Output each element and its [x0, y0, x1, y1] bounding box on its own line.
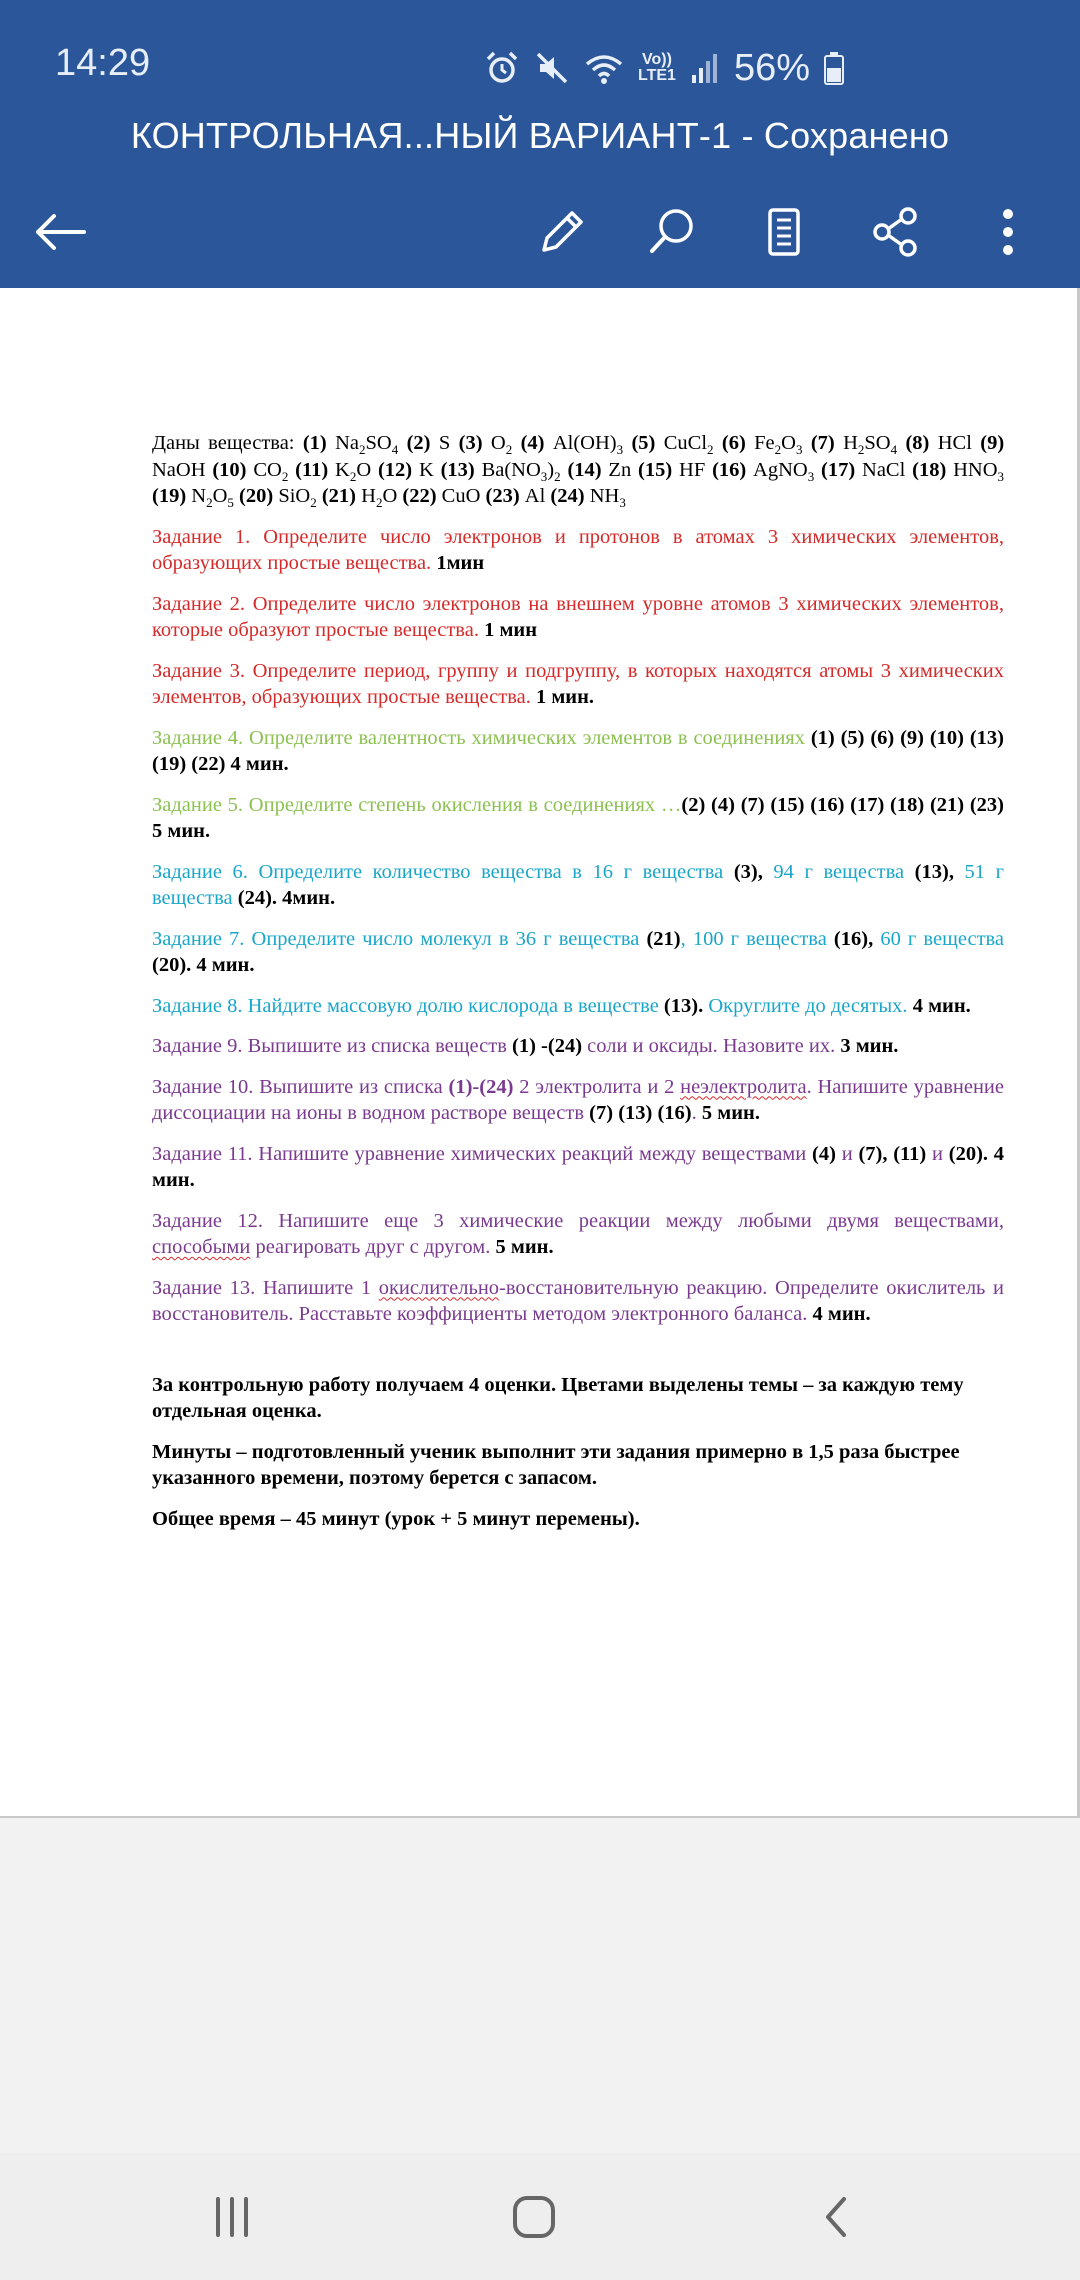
task-text: .	[691, 1102, 697, 1124]
task-ref: (20). 4 мин.	[152, 954, 255, 976]
reading-mode-icon	[762, 204, 806, 260]
home-icon	[510, 2193, 558, 2241]
nav-back-button[interactable]	[798, 2179, 874, 2255]
task-text: -восстановительную реакцию. Определите окислитель и восстановитель. Расставьте коэффициенты методом электронного баланса.	[152, 1276, 1004, 1325]
task-time: 5 мин.	[495, 1236, 554, 1258]
substance-item: (6) $Fe_2O_3$	[721, 432, 803, 458]
substance-number: (19)	[152, 485, 192, 507]
substance-item: (3) $O_2$	[458, 432, 513, 458]
substance-item: (7) $H_2SO_4$	[810, 432, 898, 458]
task-refs: (2) (4) (7) (15) (16) (17) (18) (21) (23) 5 мин.	[152, 793, 1004, 842]
substance-number: (5)	[631, 432, 664, 454]
task-text: Задание 5. Определите степень окисления в соединениях …	[152, 793, 682, 816]
back-button[interactable]	[24, 196, 96, 268]
substance-item: (21) $H_2O$	[321, 485, 398, 511]
lte-bottom-label: LTE1	[638, 67, 676, 84]
substance-number: (17)	[821, 458, 863, 481]
battery-icon	[824, 51, 844, 85]
task-text: 60 г вещества	[880, 927, 1005, 950]
task-1	[152, 524, 1004, 577]
task-time: 1мин	[436, 552, 485, 574]
share-button[interactable]	[860, 196, 932, 268]
task-6	[152, 859, 1004, 912]
mute-icon	[534, 50, 570, 86]
note-total-time: Общее время – 45 минут (урок + 5 минут перемены).	[152, 1507, 640, 1530]
document-page[interactable]	[0, 288, 1080, 1818]
substance-number: (11)	[295, 458, 335, 481]
substance-item: (10) $CO_2$	[212, 458, 289, 484]
substance-number: (21)	[321, 485, 362, 507]
task-ref: (20). 4 мин.	[152, 1142, 1005, 1191]
substance-number: (24)	[550, 485, 590, 507]
task-12	[152, 1208, 1004, 1261]
substances-label: Даны вещества:	[152, 432, 295, 454]
lte-top-label: Vo))	[642, 51, 672, 68]
share-icon	[868, 204, 924, 260]
task-ref: (13),	[914, 860, 954, 883]
document-title[interactable]: КОНТРОЛЬНАЯ...НЫЙ ВАРИАНТ-1 - Сохранено	[130, 115, 950, 156]
search-icon	[644, 204, 700, 260]
task-3	[152, 658, 1004, 711]
task-text: Задание 9. Выпишите из списка веществ	[152, 1035, 507, 1057]
alarm-icon	[484, 50, 520, 86]
task-time: 1 мин	[484, 619, 538, 641]
recent-apps-button[interactable]	[194, 2179, 270, 2255]
substance-number: (10)	[212, 458, 254, 481]
task-text: реагировать друг с другом.	[255, 1236, 491, 1258]
task-text: Задание 8. Найдите массовую долю кислорода в веществе	[152, 994, 659, 1017]
task-time: 5 мин.	[701, 1102, 760, 1124]
more-vertical-icon	[998, 204, 1018, 260]
substance-item: (1) $Na_2SO_4$	[302, 432, 399, 458]
spacer	[152, 1342, 1004, 1372]
substance-number: (4)	[520, 432, 553, 454]
status-icons	[484, 44, 844, 92]
task-ref: (1)-(24)	[448, 1075, 514, 1098]
task-ref: (4)	[812, 1142, 836, 1165]
substance-item: (15) HF	[638, 458, 706, 481]
task-time: 4 мин.	[812, 1303, 871, 1325]
note-grades: За контрольную работу получаем 4 оценки. Цветами выделены темы – за каждую тему отдельная оценка.	[152, 1373, 964, 1422]
substance-number: (15)	[638, 458, 680, 481]
substance-number: (2)	[406, 432, 439, 454]
substance-number: (8)	[905, 432, 938, 454]
home-button[interactable]	[496, 2179, 572, 2255]
task-10	[152, 1074, 1004, 1127]
substances-list	[152, 430, 1004, 510]
substance-item: (11) $K_2O$	[295, 458, 372, 484]
substance-number: (1)	[302, 432, 336, 454]
back-arrow-icon	[32, 212, 88, 252]
task-text: , 100 г вещества	[680, 927, 827, 950]
task-text: Округлите до десятых.	[708, 994, 908, 1017]
task-ref: (13).	[663, 994, 704, 1017]
task-ref: (21)	[646, 927, 681, 950]
task-text: и	[841, 1142, 853, 1165]
lte-indicator	[638, 52, 676, 84]
substance-number: (18)	[912, 458, 954, 481]
substance-item: (14) Zn	[567, 458, 632, 481]
task-ref: (16),	[833, 927, 874, 950]
substance-item: (5) CuCl$_2$	[631, 432, 714, 458]
task-text: и	[932, 1142, 944, 1165]
substance-number: (6)	[721, 432, 755, 454]
substance-item: (8) HCl	[905, 432, 972, 454]
substance-item: (23) Al	[485, 485, 546, 507]
task-text: Задание 11. Напишите уравнение химических реакций между веществами	[152, 1142, 807, 1165]
substance-item: (16) AgNO$_3$	[712, 458, 815, 484]
task-text: 94 г вещества	[773, 860, 905, 883]
spellcheck-word[interactable]: способыми	[152, 1236, 251, 1258]
substance-item: (17) NaCl	[821, 458, 906, 481]
task-time: 1 мин.	[535, 686, 595, 708]
task-4	[152, 725, 1004, 778]
substance-item: (24) $NH_3$	[550, 485, 626, 511]
task-ref: (24). 4мин.	[237, 887, 336, 909]
substance-item: (18) $HNO_3$	[912, 458, 1005, 484]
substance-number: (14)	[567, 458, 609, 481]
substance-item: (4) $Al(OH)_3$	[520, 432, 624, 458]
substance-number: (16)	[712, 458, 754, 481]
wifi-icon	[584, 50, 624, 86]
substance-item: (13) $Ba(NO_3)_2$	[440, 458, 561, 484]
search-button[interactable]	[636, 196, 708, 268]
substance-number: (9)	[980, 432, 1005, 454]
task-text: 51 г вещества	[152, 860, 1005, 909]
substance-item: (12) K	[377, 458, 434, 481]
task-time: 4 мин.	[912, 994, 971, 1017]
task-ref: (7), (11)	[858, 1142, 927, 1165]
substance-number: (20)	[239, 485, 279, 507]
task-13	[152, 1275, 1004, 1328]
spellcheck-word[interactable]: неэлектролита	[680, 1075, 807, 1098]
system-nav-bar	[0, 2153, 1080, 2280]
document-body[interactable]	[152, 430, 1004, 1546]
note-minutes: Минуты – подготовленный ученик выполнит эти задания примерно в 1,5 раза быстрее указанного времени, поэтому берется с запасом.	[152, 1440, 960, 1489]
substance-number: (23)	[485, 485, 525, 507]
substance-item: (22) CuO	[402, 485, 481, 507]
substance-item: (20) SiO$_2$	[239, 485, 317, 511]
pencil-icon	[534, 204, 590, 260]
substance-number: (7)	[810, 432, 844, 454]
task-ref: (1) -(24)	[512, 1035, 583, 1057]
substance-number: (22)	[402, 485, 442, 507]
substance-number: (3)	[458, 432, 491, 454]
task-text: Задание 12. Напишите еще 3 химические реакции между любыми двумя веществами,	[152, 1209, 1004, 1232]
substance-number: (12)	[377, 458, 419, 481]
task-text: Задание 6. Определите количество вещества в 16 г вещества	[152, 860, 724, 883]
task-refs: (1) (5) (6) (9) (10) (13) (19) (22) 4 мин.	[152, 726, 1004, 775]
task-text: Задание 10. Выпишите из списка	[152, 1075, 443, 1098]
task-ref: (7) (13) (16)	[589, 1102, 692, 1124]
recent-apps-icon	[210, 2195, 254, 2239]
spellcheck-word[interactable]: окислительно	[378, 1276, 500, 1299]
app-bar	[0, 0, 1080, 288]
substance-number: (13)	[440, 458, 482, 481]
task-text: Задание 13. Напишите 1	[152, 1276, 372, 1299]
task-11	[152, 1141, 1004, 1194]
task-text: 2 электролита и 2	[519, 1075, 675, 1098]
substance-item: (9) NaOH	[152, 432, 1005, 481]
task-ref: (3),	[733, 860, 763, 883]
edit-button[interactable]	[526, 196, 598, 268]
status-time: 14:29	[55, 42, 151, 84]
substance-item: (2) S	[406, 432, 451, 454]
task-7	[152, 926, 1004, 979]
task-9	[152, 1033, 1004, 1060]
more-options-button[interactable]	[972, 196, 1044, 268]
nav-back-icon	[816, 2193, 856, 2241]
reading-mode-button[interactable]	[748, 196, 820, 268]
task-5	[152, 792, 1004, 845]
substance-item: (19) $N_2O_5$	[152, 485, 234, 511]
task-text: соли и оксиды. Назовите их.	[587, 1035, 836, 1057]
task-time: 3 мин.	[840, 1035, 899, 1057]
task-text: Задание 4. Определите валентность химических элементов в соединениях	[152, 726, 805, 749]
signal-icon	[690, 51, 720, 85]
task-text: Задание 1. Определите число электронов и протонов в атомах 3 химических элементов, образующих простые вещества.	[152, 525, 1004, 574]
task-text: Задание 3. Определите период, группу и подгруппу, в которых находятся атомы 3 химических элементов, образующих простые вещества.	[152, 659, 1004, 708]
task-text: Задание 2. Определите число электронов на внешнем уровне атомов 3 химических элементов, которые образуют простые вещества.	[152, 592, 1004, 641]
battery-percent: 56%	[733, 46, 810, 89]
task-text: Задание 7. Определите число молекул в 36 г вещества	[152, 927, 640, 950]
task-2	[152, 591, 1004, 644]
task-8	[152, 993, 1004, 1020]
task-text: . Напишите уравнение диссоциации на ионы в водном растворе веществ	[152, 1075, 1005, 1124]
